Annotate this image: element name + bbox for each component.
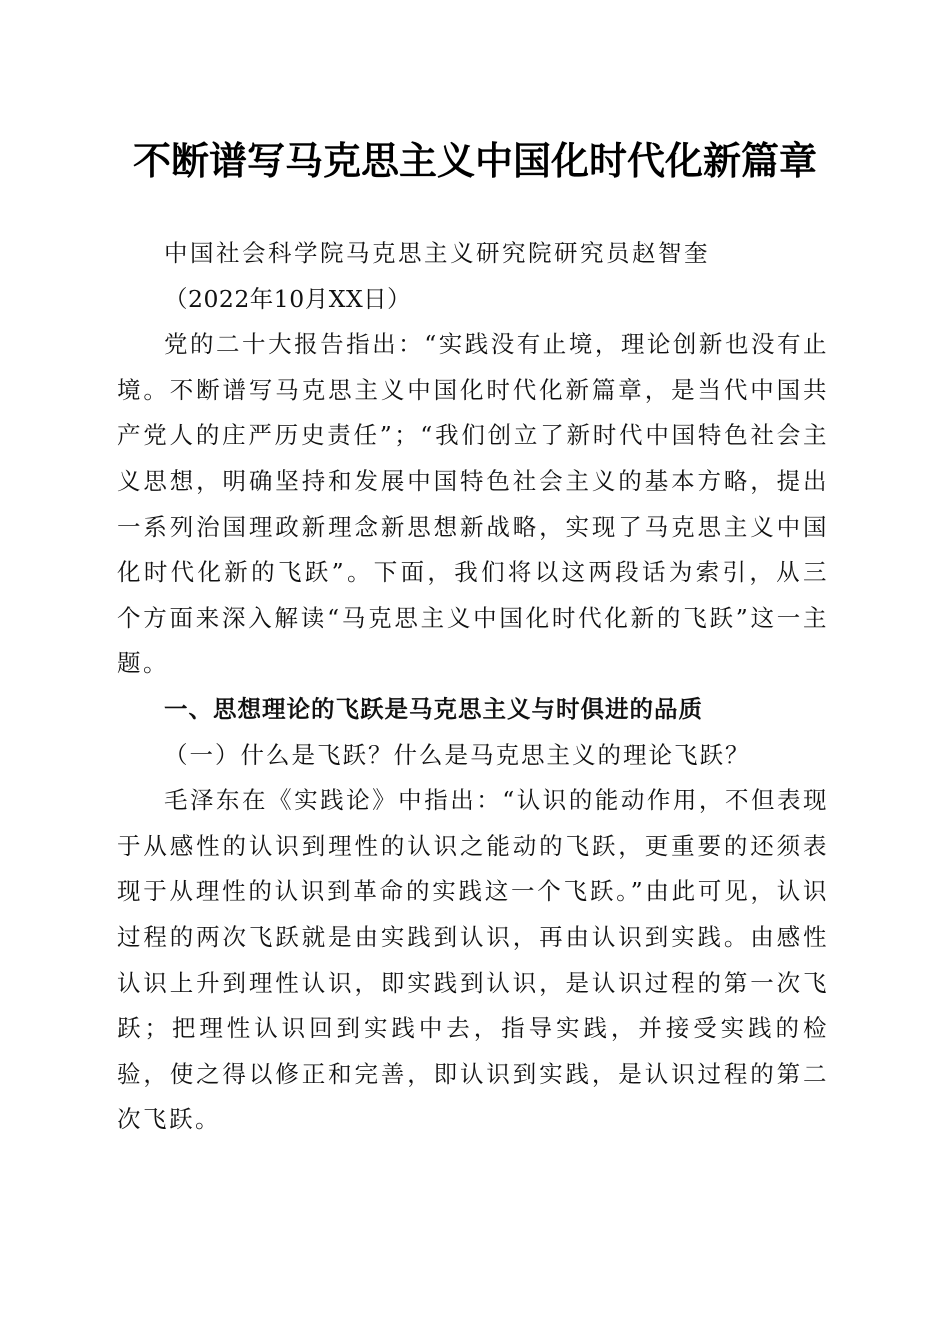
author-line: 中国社会科学院马克思主义研究院研究员赵智奎 (164, 239, 710, 267)
document-title: 不断谱写马克思主义中国化时代化新篇章 (132, 138, 817, 183)
document-body (117, 231, 829, 1143)
body-paragraph: 毛泽东在《实践论》中指出：“认识的能动作用，不但表现于从感性的认识到理性的认识之能动的飞跃，更重要的还须表现于从理性的认识到革命的实践这一个飞跃。”由此可见，认识过程的两次飞跃就是由实践到认识，再由认识到实践。由感性认识上升到理性认识，即实践到认识，是认识过程的第一次飞跃；把理性认识回到实践中去，指导实践，并接受实践的检验，使之得以修正和完善，即认识到实践，是认识过程的第二次飞跃。 (117, 786, 829, 1134)
section-heading: 一、思想理论的飞跃是马克思主义与时俱进的品质 (164, 694, 703, 723)
date-line: （2022年10月XX日） (164, 284, 412, 313)
subsection-heading: （一）什么是飞跃？什么是马克思主义的理论飞跃？ (164, 740, 751, 769)
intro-paragraph: 党的二十大报告指出：“实践没有止境，理论创新也没有止境。不断谱写马克思主义中国化时代化新篇章，是当代中国共产党人的庄严历史责任”；“我们创立了新时代中国特色社会主义思想，明确坚持和发展中国特色社会主义的基本方略，提出一系列治国理政新理念新思想新战略，实现了马克思主义中国化时代化新的飞跃”。下面，我们将以这两段话为索引，从三个方面来深入解读“马克思主义中国化时代化新的飞跃”这一主题。 (117, 330, 829, 678)
